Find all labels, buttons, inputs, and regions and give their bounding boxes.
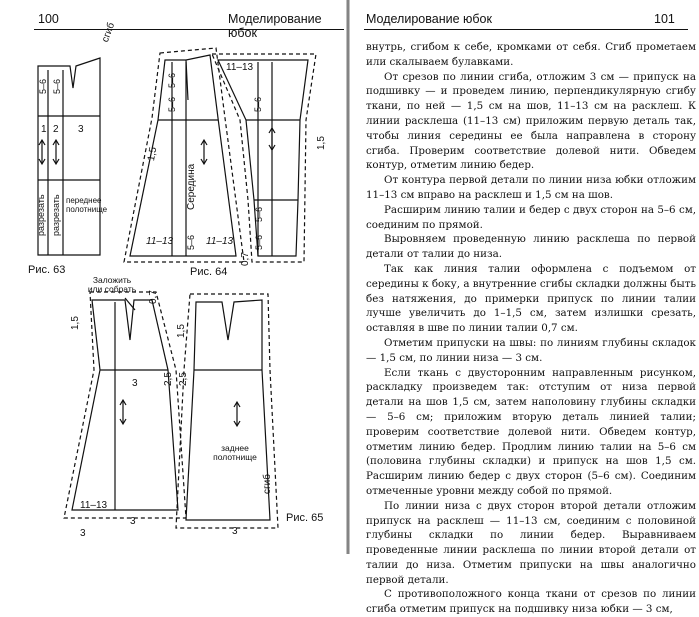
fig65-label-bottom-3b: 3 xyxy=(130,516,136,527)
fig65-label-fold-note: Заложить или собрать xyxy=(87,275,137,294)
fig65-arrow-1 xyxy=(120,400,126,424)
fig64-label-side-3: 0,7 xyxy=(240,252,251,266)
paragraph: Отметим припуски на швы: по линиям глубины складок — 1,5 см, по линии низа — 3 см. xyxy=(366,336,696,364)
fig63-arrow-1 xyxy=(39,140,45,164)
page-number-left: 100 xyxy=(38,12,59,26)
fig63-label-fold: сгиб xyxy=(100,21,118,44)
fig64-label-bot-range-1: 11–13 xyxy=(146,236,174,247)
paragraph: Расширим линию талии и бедер с двух сторон на 5–6 см, соединим по прямой. xyxy=(366,203,696,231)
fig65-front-dashed-outline xyxy=(64,292,186,518)
fig63-label-m2: 5–6 xyxy=(52,78,62,94)
fig63-label-2: 2 xyxy=(53,124,59,135)
fig64-arrow-1 xyxy=(201,140,207,164)
paragraph: Так как линия талии оформлена с подъемом от середины к боку, а внутренние сгибы складки должны быть без натяжения, до примерки припуск по линии талии лучше увеличить до 1–1,5 см, затем излишки срезать, оставляя в шве по линии талии 0,7 см. xyxy=(366,262,696,335)
fig64-label-top-m2: 5–6 xyxy=(167,96,177,112)
fig65-drawing xyxy=(64,292,278,528)
fig65-label-side-15a: 1,5 xyxy=(70,316,81,330)
paragraph: От контура первой детали по линии низа юбки отложим 11–13 см вправо на расклеш и 1,5 см на шов. xyxy=(366,174,696,201)
fig64-label-bot-range-2: 11–13 xyxy=(206,236,234,247)
fig65-label-bottom-3c: 3 xyxy=(232,526,238,537)
fig64-left-dashed-outline xyxy=(124,48,244,262)
fig64-label-top-range: 11–13 xyxy=(226,62,254,73)
fig65-front-panel xyxy=(72,300,178,510)
running-title-left: Моделирование юбок xyxy=(228,12,322,40)
fig64-label-side-2: 1,5 xyxy=(316,136,327,150)
fig64-caption: Рис. 64 xyxy=(190,266,228,278)
paragraph: С противоположного конца ткани от срезов по линии сгиба отметим припуск на подшивку низа юбки — 3 см, xyxy=(366,588,696,616)
left-page xyxy=(0,0,348,554)
fig64-label-bot-m2: 5–6 xyxy=(254,234,264,250)
fig64-right-dashed-outline xyxy=(212,54,316,262)
fig65-label-back: заднее полотнище xyxy=(213,443,257,462)
paragraph: Выровняем проведенную линию расклеша по первой детали от талии до низа. xyxy=(366,233,696,261)
fig64-label-side-1: 1,5 xyxy=(146,146,160,162)
fig64-label-bot-m3: 5–6 xyxy=(254,206,264,222)
body-text xyxy=(366,40,696,617)
paragraph: По линии низа с двух сторон второй детали отложим припуск на расклеш — 11–13 см, соединим с половиной глубины складки по линии бедер. Выравниваем проведенные линии расклеша по линии второй детали от талии до низа. Отметим припуски на швы аналогично первой детали. xyxy=(366,499,696,586)
fig65-label-range: 11–13 xyxy=(80,500,108,511)
fig63-label-1: 1 xyxy=(41,124,47,135)
fig64-label-center: Середина xyxy=(186,163,197,210)
fig65-label-bottom-3a: 3 xyxy=(80,528,86,539)
fig63-label-cut-1: разрезать xyxy=(36,194,46,236)
right-page xyxy=(350,0,699,616)
paragraph: От срезов по линии сгиба, отложим 3 см — припуск на подшивку — и проведем линию, перпендикулярную сгибу ткани, по ней — 1,5 см на шов, 11–13 см на расклеш. К линии расклеша (11–13 см) приложим первую деталь так, чтобы линия середины ее была направлена в сторону сгиба. Проверим соответствие долевой нити. Обведем контур, отметим линию бедер. xyxy=(366,70,696,172)
fig63-label-3: 3 xyxy=(78,124,84,135)
header-rule-right xyxy=(364,29,688,30)
paragraph: Если ткань с двусторонним направленным рисунком, раскладку произведем так: отступим от низа первой детали на шов 1,5 см, затем наполовину глубины складки — 5–6 см; приложим вторую деталь линией талии; проверим соответствие долевой нити. Обведем контур, отметим линию бедер. Продлим линию талии на 5–6 см (половина глубины складки) и припуск на шов 1,5 см. Расширим линию бедер с двух сторон (5–6 см). Соединим отмеченные уровни между собой по прямой. xyxy=(366,366,696,497)
fig64-label-top-m1: 5–6 xyxy=(167,72,177,88)
fig63-label-cut-2: разрезать xyxy=(51,194,61,236)
fig64-arrow-2 xyxy=(269,128,275,150)
fig65-arrow-2 xyxy=(234,402,240,426)
paragraph: внутрь, сгибом к себе, кромками от себя. Сгиб прометаем или скалываем булавками. xyxy=(366,41,696,68)
fig63-arrow-2 xyxy=(53,140,59,164)
fig64-label-bot-m1: 5–6 xyxy=(186,234,196,250)
fig65-label-side-15b: 1,5 xyxy=(176,324,187,338)
page-number-right: 101 xyxy=(654,12,675,26)
fig63-label-front: переднее полотнище xyxy=(66,196,108,214)
fig64-label-top-m3: 5–6 xyxy=(253,96,263,112)
fig65-back-panel xyxy=(186,300,270,520)
fig65-label-3: 3 xyxy=(132,378,138,389)
running-title-right: Моделирование юбок xyxy=(366,12,492,26)
fig65-label-fold: сгиб xyxy=(262,474,273,494)
fig65-caption: Рис. 65 xyxy=(286,512,324,524)
fig65-label-top-07: 0,7 xyxy=(148,290,159,304)
fig63-label-m1: 5–6 xyxy=(38,78,48,94)
fig65-label-side-25b: 2,5 xyxy=(178,372,189,386)
fig64-right-panel xyxy=(218,60,308,256)
fig65-label-side-25a: 2,5 xyxy=(163,372,174,386)
fig63-caption: Рис. 63 xyxy=(28,264,66,276)
